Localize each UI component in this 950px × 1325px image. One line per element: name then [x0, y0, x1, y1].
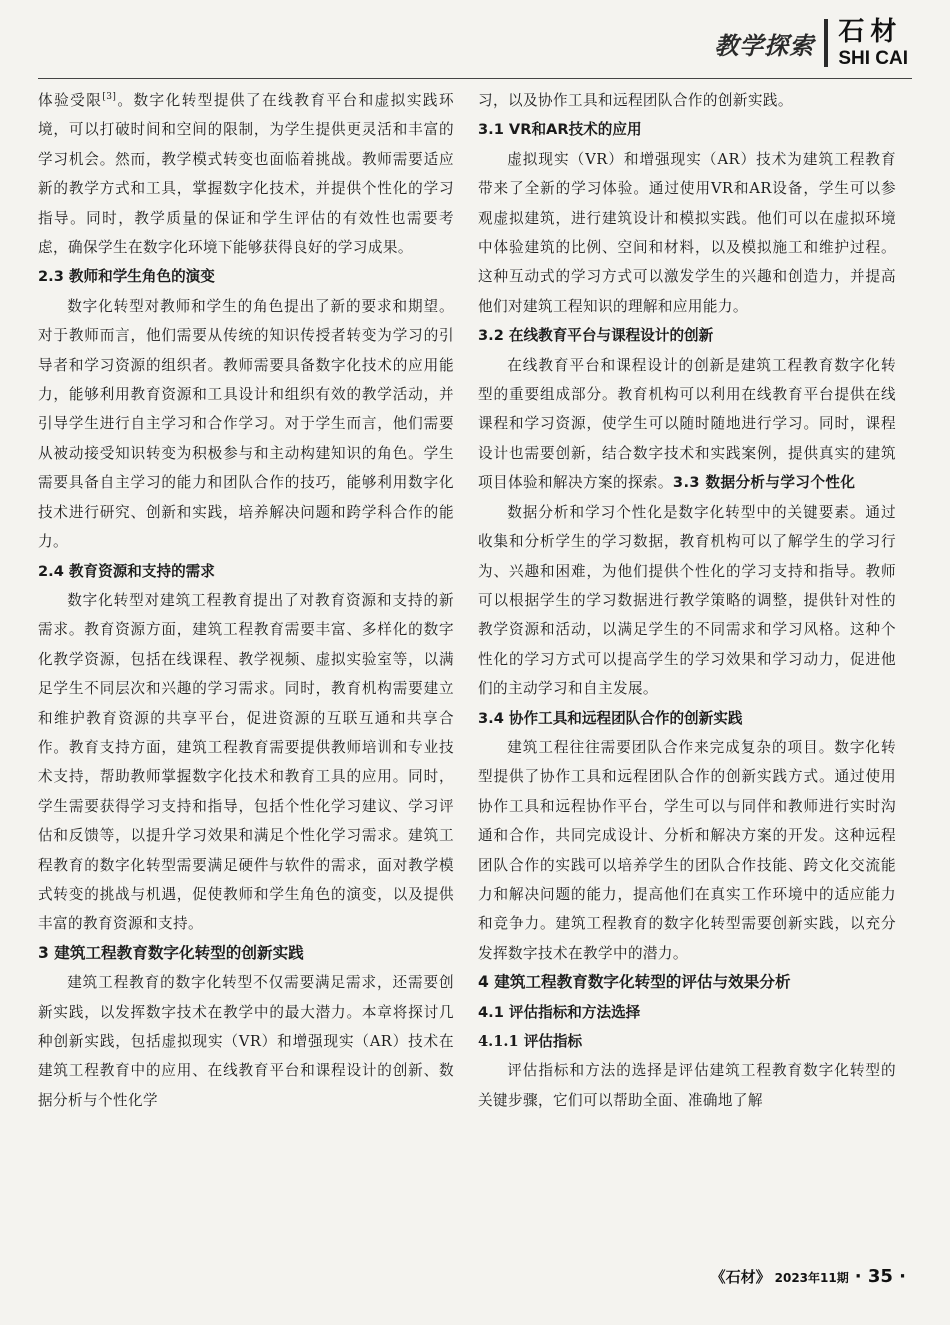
page-footer [711, 1266, 906, 1287]
paragraph-data-analysis: 数据分析和学习个性化是数字化转型中的关键要素。通过收集和分析学生的学习数据，教育机构可以了解学生的学习行为、兴趣和困难，为他们提供个性化的学习支持和指导。教师可以根据学生的学习数据进行教学策略的调整，提供针对性的教学资源和活动，以满足学生的不同需求和学习风格。这种个性化的学习方式可以提高学生的学习效果和学习动力，促进他们的主动学习和自主发展。 [478, 503, 896, 698]
paragraph-collaboration: 建筑工程往往需要团队合作来完成复杂的项目。数字化转型提供了协作工具和远程团队合作的创新实践方式。通过使用协作工具和远程协作平台，学生可以与同伴和教师进行实时沟通和合作，共同完成设计、分析和解决方案的开发。这种远程团队合作的实践可以培养学生的团队合作技能、跨文化交流能力和解决问题的能力，提高他们在真实工作环境中的适应能力和竞争力。建筑工程教育的数字化转型需要创新实践，以充分发挥数字技术在教学中的潜力。 [478, 738, 896, 962]
citation-ref: [3] [102, 92, 117, 103]
section-name: 教学探索 [714, 31, 815, 60]
paragraph-roles: 数字化转型对教师和学生的角色提出了新的要求和期望。对于教师而言，他们需要从传统的知识传授者转变为学习的引导者和学习资源的组织者。教师需要具备数字化技术的应用能力，能够利用教育资源和工具设计和组织有效的教学活动，并引导学生进行自主学习和合作学习。对于学生而言，他们需要从被动接受知识转变为积极参与和主动构建知识的角色。学生需要具备自主学习的能力和团队合作的技巧，能够利用数字化技术进行研究、创新和实践，培养解决问题和跨学科合作的能力。 [38, 297, 454, 551]
left-column [38, 86, 454, 1115]
paragraph-resources: 数字化转型对建筑工程教育提出了对教育资源和支持的新需求。教育资源方面，建筑工程教育需要丰富、多样化的数字化教学资源，包括在线课程、教学视频、虚拟实验室等，以满足学生不同层次和兴趣的学习需求。同时，教育机构需要建立和维护教育资源的共享平台，促进资源的互联互通和共享合作。教育支持方面，建筑工程教育需要提供教师培训和专业技术支持，帮助教师掌握数字化技术和教育工具的应用。同时，学生需要获得学习支持和指导，包括个性化学习建议、学习评估和反馈等，以提升学习效果和满足个性化学习需求。建筑工程教育的数字化转型需要满足硬件与软件的需求，面对教学模式转变的挑战与机遇，促使教师和学生角色的演变，以及提供丰富的教育资源和支持。 [38, 591, 454, 933]
paragraph-evaluation: 评估指标和方法的选择是评估建筑工程教育数字化转型的关键步骤，它们可以帮助全面、准确地了解 [478, 1062, 896, 1109]
heading-3-3: 3.3 数据分析与学习个性化 [672, 474, 856, 492]
heading-2-3: 2.3 教师和学生角色的演变 [38, 268, 215, 286]
logo-english: SHI CAI [838, 47, 908, 69]
footer-issue: 2023年11期 [774, 1271, 849, 1285]
paragraph-online-platform [478, 351, 896, 498]
page-number: · 35 · [854, 1266, 906, 1287]
paragraph-vr-ar: 虚拟现实（VR）和增强现实（AR）技术为建筑工程教育带来了全新的学习体验。通过使用VR和AR设备，学生可以参观虚拟建筑，进行建筑设计和模拟实践。他们可以在虚拟环境中体验建筑的比例、空间和材料，以及模拟施工和维护过程。这种互动式的学习方式可以激发学生的兴趣和创造力，并提高他们对建筑工程知识的理解和应用能力。 [478, 150, 896, 315]
heading-4-1-1: 4.1.1 评估指标 [478, 1033, 583, 1050]
paragraph-continued: 习，以及协作工具和远程团队合作的创新实践。 [478, 92, 793, 109]
heading-4: 4 建筑工程教育数字化转型的评估与效果分析 [478, 973, 791, 992]
heading-3: 3 建筑工程教育数字化转型的创新实践 [38, 943, 304, 962]
online-platform-text: 在线教育平台和课程设计的创新是建筑工程教育数字化转型的重要组成部分。教育机构可以利用在线教育平台提供在线课程和学习资源，使学生可以随时随地进行学习。同时，课程设计也需要创新，结合数字技术和实践案例，提供真实的建筑项目体验和解决方案的探索。 [478, 356, 896, 492]
heading-3-1: 3.1 VR和AR技术的应用 [478, 121, 642, 139]
right-column [478, 86, 896, 1115]
intro-text: 体验受限 [38, 92, 103, 109]
paragraph-intro [38, 86, 454, 262]
heading-4-1: 4.1 评估指标和方法选择 [478, 1003, 641, 1021]
intro-text-rest: 。数字化转型提供了在线教育平台和虚拟实践环境，可以打破时间和空间的限制，为学生提供更灵活和丰富的学习机会。然而，教学模式转变也面临着挑战。教师需要适应新的教学方式和工具，掌握数字化技术，并提供个性化的学习指导。同时，教学质量的保证和学生评估的有效性也需要考虑，确保学生在数字化环境下能够获得良好的学习成果。 [38, 92, 454, 257]
page-header [714, 14, 908, 72]
footer-journal: 《石材》 [710, 1268, 771, 1286]
heading-2-4: 2.4 教育资源和支持的需求 [38, 562, 215, 580]
logo-chinese: 石材 [838, 16, 903, 47]
heading-3-4: 3.4 协作工具和远程团队合作的创新实践 [478, 709, 743, 727]
header-rule [38, 78, 912, 79]
heading-3-2: 3.2 在线教育平台与课程设计的创新 [478, 327, 714, 345]
paragraph-innovation: 建筑工程教育的数字化转型不仅需要满足需求，还需要创新实践，以发挥数字技术在教学中的最大潜力。本章将探讨几种创新实践，包括虚拟现实（VR）和增强现实（AR）技术在建筑工程教育中的应用、在线教育平台和课程设计的创新、数据分析与个性化学 [38, 974, 454, 1109]
journal-logo [838, 16, 908, 69]
header-divider [824, 19, 828, 67]
